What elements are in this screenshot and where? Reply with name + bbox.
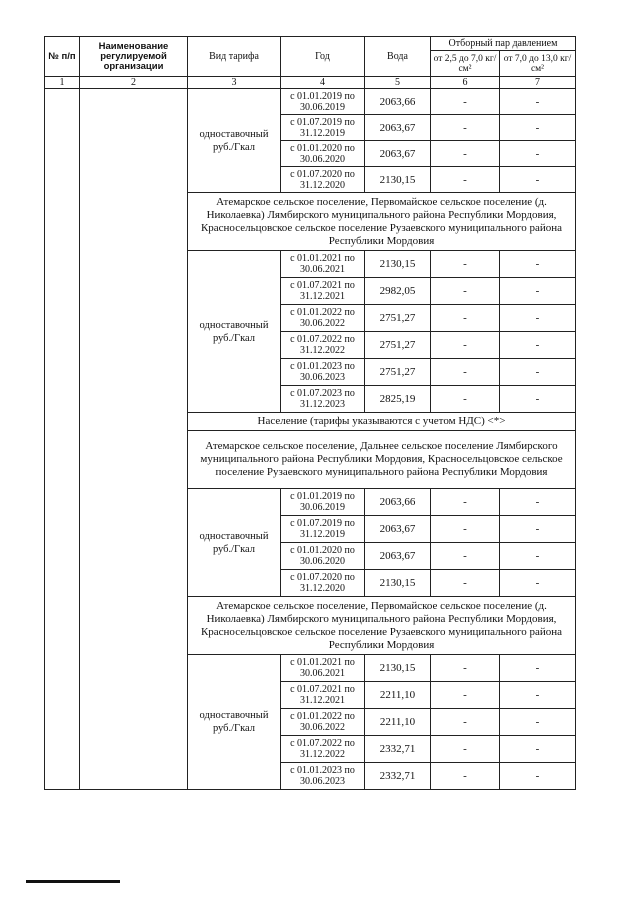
steam-low-value: -	[431, 251, 500, 278]
steam-low-value: -	[431, 489, 500, 516]
header-water: Вода	[365, 37, 431, 77]
steam-low-value: -	[431, 278, 500, 305]
water-value: 2130,15	[365, 167, 431, 193]
water-value: 2130,15	[365, 251, 431, 278]
water-value: 2751,27	[365, 359, 431, 386]
water-value: 2130,15	[365, 655, 431, 682]
steam-low-value: -	[431, 736, 500, 763]
steam-high-value: -	[500, 570, 576, 597]
steam-low-value: -	[431, 115, 500, 141]
header-year: Год	[281, 37, 365, 77]
period-cell: с 01.01.2020 по 30.06.2020	[281, 141, 365, 167]
period-cell: с 01.01.2022 по 30.06.2022	[281, 709, 365, 736]
water-value: 2211,10	[365, 709, 431, 736]
steam-high-value: -	[500, 115, 576, 141]
steam-low-value: -	[431, 516, 500, 543]
header-steam-low: от 2,5 до 7,0 кг/см²	[431, 51, 500, 77]
header-num: № п/п	[45, 37, 80, 77]
water-value: 2063,67	[365, 543, 431, 570]
col-num-2: 2	[80, 77, 188, 89]
steam-high-value: -	[500, 141, 576, 167]
col-num-3: 3	[188, 77, 281, 89]
period-cell: с 01.07.2020 по 31.12.2020	[281, 167, 365, 193]
header-steam-high: от 7,0 до 13,0 кг/см²	[500, 51, 576, 77]
num-cell	[45, 89, 80, 790]
period-cell: с 01.01.2019 по 30.06.2019	[281, 89, 365, 115]
water-value: 2751,27	[365, 332, 431, 359]
steam-low-value: -	[431, 141, 500, 167]
header-row	[45, 37, 576, 51]
col-num-6: 6	[431, 77, 500, 89]
header-steam: Отборный пар давлением	[431, 37, 576, 51]
col-num-1: 1	[45, 77, 80, 89]
steam-high-value: -	[500, 305, 576, 332]
steam-low-value: -	[431, 570, 500, 597]
period-cell: с 01.01.2020 по 30.06.2020	[281, 543, 365, 570]
section-heading: Атемарское сельское поселение, Дальнее сельское поселение Лямбирского муниципального района Республики Мордовия, Красносельцовское сельское поселение Рузаевского муниципального района Республики Мордовия	[188, 431, 576, 489]
steam-high-value: -	[500, 332, 576, 359]
period-cell: с 01.07.2022 по 31.12.2022	[281, 332, 365, 359]
tariff-type-cell: одноставочный руб./Гкал	[188, 251, 281, 413]
col-num-7: 7	[500, 77, 576, 89]
steam-high-value: -	[500, 543, 576, 570]
footnote-separator	[26, 880, 120, 883]
section-heading: Атемарское сельское поселение, Первомайское сельское поселение (д. Николаевка) Лямбирского муниципального района Республики Мордовия, Красносельцовское сельское поселение Рузаевского муниципального района Республики Мордовия	[188, 193, 576, 251]
column-numbers-row	[45, 77, 576, 89]
steam-low-value: -	[431, 709, 500, 736]
steam-low-value: -	[431, 543, 500, 570]
header-tariff-type: Вид тарифа	[188, 37, 281, 77]
tariff-type-cell: одноставочный руб./Гкал	[188, 89, 281, 193]
steam-high-value: -	[500, 655, 576, 682]
period-cell: с 01.07.2020 по 31.12.2020	[281, 570, 365, 597]
period-cell: с 01.07.2019 по 31.12.2019	[281, 115, 365, 141]
tariff-type-cell: одноставочный руб./Гкал	[188, 655, 281, 790]
steam-high-value: -	[500, 682, 576, 709]
steam-high-value: -	[500, 736, 576, 763]
org-cell	[80, 89, 188, 790]
steam-high-value: -	[500, 709, 576, 736]
water-value: 2825,19	[365, 386, 431, 413]
water-value: 2332,71	[365, 763, 431, 790]
steam-high-value: -	[500, 516, 576, 543]
steam-low-value: -	[431, 386, 500, 413]
water-value: 2751,27	[365, 305, 431, 332]
steam-high-value: -	[500, 489, 576, 516]
tariff-table	[44, 36, 576, 790]
period-cell: с 01.01.2021 по 30.06.2021	[281, 251, 365, 278]
steam-high-value: -	[500, 359, 576, 386]
steam-low-value: -	[431, 359, 500, 386]
steam-low-value: -	[431, 332, 500, 359]
water-value: 2211,10	[365, 682, 431, 709]
steam-high-value: -	[500, 251, 576, 278]
steam-high-value: -	[500, 167, 576, 193]
period-cell: с 01.01.2022 по 30.06.2022	[281, 305, 365, 332]
section-heading: Атемарское сельское поселение, Первомайское сельское поселение (д. Николаевка) Лямбирского муниципального района Республики Мордовия, Красносельцовское сельское поселение Рузаевского муниципального района Республики Мордовия	[188, 597, 576, 655]
table-row	[45, 89, 576, 115]
steam-low-value: -	[431, 682, 500, 709]
period-cell: с 01.07.2021 по 31.12.2021	[281, 682, 365, 709]
steam-low-value: -	[431, 89, 500, 115]
period-cell: с 01.01.2021 по 30.06.2021	[281, 655, 365, 682]
period-cell: с 01.07.2019 по 31.12.2019	[281, 516, 365, 543]
population-heading: Население (тарифы указываются с учетом НДС) <*>	[188, 413, 576, 431]
period-cell: с 01.01.2019 по 30.06.2019	[281, 489, 365, 516]
water-value: 2130,15	[365, 570, 431, 597]
steam-low-value: -	[431, 305, 500, 332]
water-value: 2063,66	[365, 489, 431, 516]
header-org: Наименование регулируемой организации	[80, 37, 188, 77]
period-cell: с 01.01.2023 по 30.06.2023	[281, 763, 365, 790]
water-value: 2982,05	[365, 278, 431, 305]
water-value: 2063,67	[365, 115, 431, 141]
steam-low-value: -	[431, 167, 500, 193]
tariff-type-cell: одноставочный руб./Гкал	[188, 489, 281, 597]
steam-high-value: -	[500, 89, 576, 115]
period-cell: с 01.07.2022 по 31.12.2022	[281, 736, 365, 763]
col-num-5: 5	[365, 77, 431, 89]
period-cell: с 01.01.2023 по 30.06.2023	[281, 359, 365, 386]
steam-high-value: -	[500, 763, 576, 790]
water-value: 2063,67	[365, 141, 431, 167]
steam-low-value: -	[431, 763, 500, 790]
steam-high-value: -	[500, 278, 576, 305]
col-num-4: 4	[281, 77, 365, 89]
period-cell: с 01.07.2023 по 31.12.2023	[281, 386, 365, 413]
water-value: 2332,71	[365, 736, 431, 763]
water-value: 2063,67	[365, 516, 431, 543]
water-value: 2063,66	[365, 89, 431, 115]
period-cell: с 01.07.2021 по 31.12.2021	[281, 278, 365, 305]
steam-high-value: -	[500, 386, 576, 413]
steam-low-value: -	[431, 655, 500, 682]
